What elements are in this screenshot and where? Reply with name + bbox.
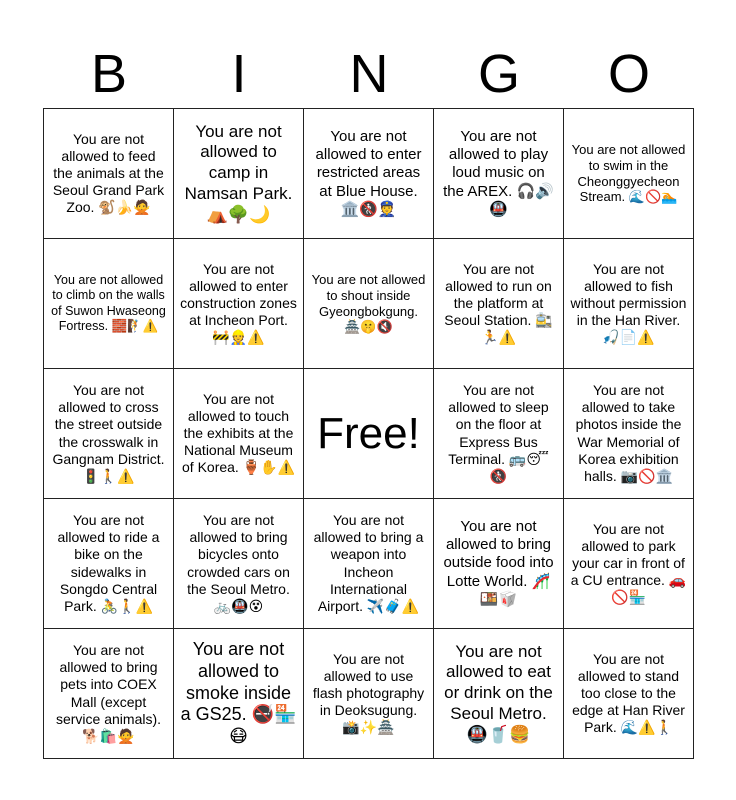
bingo-cell-5-5[interactable] (564, 629, 694, 759)
bingo-cell-5-3[interactable] (304, 629, 434, 759)
bingo-cell-1-3[interactable] (304, 109, 434, 239)
cell-text: You are not allowed to ride a bike on the sidewalks in Songdo Central Park. 🚴🚶⚠️ (57, 512, 160, 614)
free-space-text: Free! (317, 408, 420, 458)
bingo-cell-3-2[interactable] (174, 369, 304, 499)
bingo-cell-5-2[interactable] (174, 629, 304, 759)
bingo-cell-4-1[interactable] (44, 499, 174, 629)
cell-text: You are not allowed to shout inside Gyeongbokgung. 🏯🤫🔇 (311, 271, 426, 335)
cell-text: You are not allowed to fish without permission in the Han River. 🎣📄⚠️ (570, 260, 687, 346)
header-letter-b: B (90, 44, 128, 104)
bingo-header (44, 38, 694, 110)
cell-text: You are not allowed to cross the street outside the crosswalk in Gangnam District. 🚦🚶⚠️ (52, 382, 165, 484)
bingo-cell-free[interactable] (304, 369, 434, 499)
cell-text: You are not allowed to swim in the Cheonggyecheon Stream. 🌊🚫🏊 (571, 141, 686, 205)
cell-text: You are not allowed to climb on the walls of Suwon Hwaseong Fortress. 🧱🧗⚠️ (51, 273, 166, 333)
bingo-grid (43, 108, 694, 759)
cell-text: You are not allowed to sleep on the floor at Express Bus Terminal. 🚌😴🚷 (448, 382, 549, 484)
bingo-cell-2-4[interactable] (434, 239, 564, 369)
cell-text: You are not allowed to bring pets into COEX Mall (except service animals). 🐕🛍️🙅 (55, 642, 162, 744)
bingo-cell-3-5[interactable] (564, 369, 694, 499)
cell-text: You are not allowed to bring outside food into Lotte World. 🎢🍱🥡 (443, 517, 554, 608)
cell-text: You are not allowed to bring bicycles onto crowded cars on the Seoul Metro. 🚲🚇😵 (187, 512, 290, 614)
header-letter-n: N (349, 44, 389, 104)
header-letter-o: O (607, 44, 650, 104)
cell-text: You are not allowed to take photos inside the War Memorial of Korea exhibition halls. 📷🚫🏛️ (575, 382, 682, 484)
cell-text: You are not allowed to touch the exhibits at the National Museum of Korea. 🏺✋⚠️ (182, 390, 295, 476)
bingo-cell-1-1[interactable] (44, 109, 174, 239)
bingo-cell-3-1[interactable] (44, 369, 174, 499)
cell-text: You are not allowed to park your car in front of a CU entrance. 🚗🚫🏪 (570, 520, 687, 606)
cell-text: You are not allowed to enter construction zones at Incheon Port. 🚧👷⚠️ (180, 260, 297, 346)
bingo-cell-1-5[interactable] (564, 109, 694, 239)
header-letter-i: I (231, 44, 247, 104)
cell-text: You are not allowed to enter restricted areas at Blue House. 🏛️🚷👮 (315, 127, 422, 218)
cell-text: You are not allowed to smoke inside a GS25. 🚭🏪😷 (180, 638, 297, 747)
bingo-cell-2-2[interactable] (174, 239, 304, 369)
header-letter-g: G (477, 44, 520, 104)
bingo-cell-2-3[interactable] (304, 239, 434, 369)
bingo-cell-1-2[interactable] (174, 109, 304, 239)
bingo-cell-4-3[interactable] (304, 499, 434, 629)
bingo-cell-4-4[interactable] (434, 499, 564, 629)
cell-text: You are not allowed to run on the platform at Seoul Station. 🚉🏃⚠️ (444, 260, 553, 346)
cell-text: You are not allowed to stand too close to the edge at Han River Park. 🌊⚠️🚶 (572, 650, 685, 736)
bingo-cell-2-1[interactable] (44, 239, 174, 369)
cell-text: You are not allowed to bring a weapon into Incheon International Airport. ✈️🧳⚠️ (313, 512, 424, 614)
bingo-cell-5-1[interactable] (44, 629, 174, 759)
bingo-cell-4-5[interactable] (564, 499, 694, 629)
bingo-cell-3-4[interactable] (434, 369, 564, 499)
cell-text: You are not allowed to camp in Namsan Park. ⛺🌳🌙 (184, 121, 293, 224)
cell-text: You are not allowed to feed the animals at the Seoul Grand Park Zoo. 🐒🍌🙅 (52, 130, 165, 216)
cell-text: You are not allowed to use flash photography in Deoksugung. 📸✨🏯 (312, 650, 425, 736)
cell-text: You are not allowed to play loud music on the AREX. 🎧🔊🚇 (443, 127, 554, 218)
cell-text: You are not allowed to eat or drink on the Seoul Metro. 🚇🥤🍔 (444, 641, 553, 744)
bingo-cell-5-4[interactable] (434, 629, 564, 759)
bingo-cell-4-2[interactable] (174, 499, 304, 629)
bingo-cell-2-5[interactable] (564, 239, 694, 369)
bingo-cell-1-4[interactable] (434, 109, 564, 239)
